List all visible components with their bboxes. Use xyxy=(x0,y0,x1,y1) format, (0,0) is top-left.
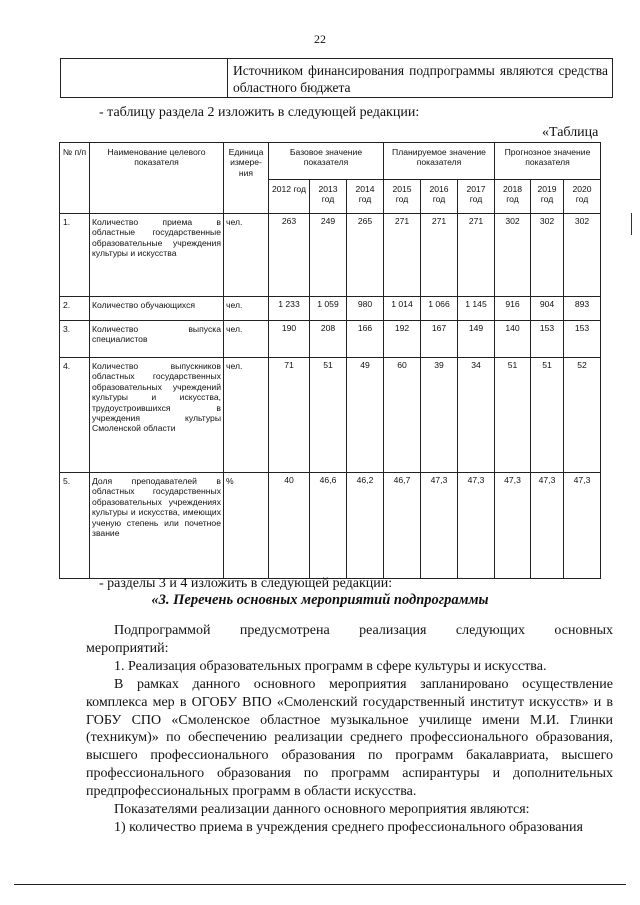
value-cell: 916 xyxy=(495,297,531,321)
value-cell: 51 xyxy=(310,358,347,473)
paragraph-3-first-line: В рамках данного основного мероприятия запланировано осуществление xyxy=(114,677,613,692)
value-cell: 47,3 xyxy=(421,473,458,579)
value-cell: 904 xyxy=(531,297,564,321)
value-cell: 39 xyxy=(421,358,458,473)
header-base-value: Базовое значение показателя xyxy=(269,143,384,180)
indicator-name: Доля преподавателей в областных государственных образовательных учреждениях культуры и искусства, имеющих ученую степень или почетное звание xyxy=(90,473,224,579)
indicator-name: Количество обучающихся xyxy=(90,297,224,321)
value-cell: 60 xyxy=(384,358,421,473)
margin-mark xyxy=(631,213,632,235)
value-cell: 271 xyxy=(384,214,421,297)
value-cell: 47,3 xyxy=(564,473,601,579)
value-cell: 302 xyxy=(564,214,601,297)
unit-cell: чел. xyxy=(224,358,269,473)
paragraph-1-rest: мероприятий: xyxy=(86,640,169,656)
value-cell: 302 xyxy=(495,214,531,297)
value-cell: 893 xyxy=(564,297,601,321)
paragraph-3-rest: комплекса мер в ОГОБУ ВПО «Смоленский государственный институт искусств» и в ГОБУ СПО «Смоленское областное музыкальное училище имени М.И. Глинки (техникум)» по обеспечению реализации среднего профессионального образования, высшего профессионального образования по программ бакалавриата, высшего профессионального образования по программ аспирантуры и дополнительных предпрофессиональных программ в области искусства. xyxy=(86,694,613,799)
paragraph-5-text: 1) количество приема в учреждения среднего профессионального образования xyxy=(114,820,583,835)
page-number: 22 xyxy=(314,32,326,46)
value-cell: 46,2 xyxy=(347,473,384,579)
header-year: 2012 год xyxy=(269,180,310,214)
table-row xyxy=(60,297,601,321)
header-indicator-name: Наименование целевого показателя xyxy=(90,143,224,214)
value-cell: 49 xyxy=(347,358,384,473)
table-body xyxy=(60,214,601,579)
table-row xyxy=(60,358,601,473)
header-number: № п/п xyxy=(60,143,90,214)
value-cell: 302 xyxy=(531,214,564,297)
table-row xyxy=(60,214,601,297)
header-year: 2013 год xyxy=(310,180,347,214)
value-cell: 140 xyxy=(495,321,531,358)
value-cell: 46,6 xyxy=(310,473,347,579)
row-number: 1. xyxy=(60,214,90,297)
funding-source-text: Источником финансирования подпрограммы являются средства областного бюджета xyxy=(233,63,608,95)
unit-cell: % xyxy=(224,473,269,579)
value-cell: 167 xyxy=(421,321,458,358)
paragraph-3 xyxy=(86,676,613,801)
row-number: 3. xyxy=(60,321,90,358)
value-cell: 47,3 xyxy=(495,473,531,579)
value-cell: 265 xyxy=(347,214,384,297)
value-cell: 1 014 xyxy=(384,297,421,321)
value-cell: 51 xyxy=(531,358,564,473)
indicator-name: Количество выпуска специалистов xyxy=(90,321,224,358)
row-number: 2. xyxy=(60,297,90,321)
value-cell: 263 xyxy=(269,214,310,297)
header-forecast-value: Прогнозное значение показателя xyxy=(495,143,601,180)
row-number: 4. xyxy=(60,358,90,473)
section-title: «3. Перечень основных мероприятий подпрограммы xyxy=(151,592,489,608)
indicator-table xyxy=(59,142,601,579)
indicator-name: Количество приема в областные государственные образовательные учреждения культуры и искусства xyxy=(90,214,224,297)
value-cell: 71 xyxy=(269,358,310,473)
value-cell: 34 xyxy=(458,358,495,473)
value-cell: 1 059 xyxy=(310,297,347,321)
value-cell: 208 xyxy=(310,321,347,358)
header-year: 2018 год xyxy=(495,180,531,214)
value-cell: 271 xyxy=(421,214,458,297)
table-caption: «Таблица xyxy=(542,125,599,140)
value-cell: 192 xyxy=(384,321,421,358)
value-cell: 190 xyxy=(269,321,310,358)
header-year: 2014 год xyxy=(347,180,384,214)
value-cell: 153 xyxy=(564,321,601,358)
value-cell: 1 233 xyxy=(269,297,310,321)
paragraph-2-text: 1. Реализация образовательных программ в сфере культуры и искусства. xyxy=(114,659,547,674)
value-cell: 166 xyxy=(347,321,384,358)
table-intro-line: - таблицу раздела 2 изложить в следующей редакции: xyxy=(99,105,420,120)
unit-cell: чел. xyxy=(224,321,269,358)
unit-cell: чел. xyxy=(224,297,269,321)
paragraph-2 xyxy=(86,658,613,676)
value-cell: 1 066 xyxy=(421,297,458,321)
header-unit: Единица измере-ния xyxy=(224,143,269,214)
paragraph-5 xyxy=(86,819,613,837)
value-cell: 47,3 xyxy=(458,473,495,579)
row-number: 5. xyxy=(60,473,90,579)
header-year: 2019 год xyxy=(531,180,564,214)
funding-box-divider xyxy=(227,59,228,97)
indicator-name: Количество выпускников областных государственных образовательных учреждений культуры и искусства, трудоустроившихся в учреждения культуры Смоленской области xyxy=(90,358,224,473)
unit-cell: чел. xyxy=(224,214,269,297)
table-row xyxy=(60,473,601,579)
sections-intro-line: - разделы 3 и 4 изложить в следующей редакции: xyxy=(99,576,393,591)
value-cell: 271 xyxy=(458,214,495,297)
value-cell: 153 xyxy=(531,321,564,358)
value-cell: 1 145 xyxy=(458,297,495,321)
value-cell: 52 xyxy=(564,358,601,473)
value-cell: 46,7 xyxy=(384,473,421,579)
paragraph-1-first-line: Подпрограммой предусмотрена реализация следующих основных xyxy=(114,623,613,638)
value-cell: 51 xyxy=(495,358,531,473)
funding-source-box xyxy=(60,58,613,98)
header-planned-value: Планируемое значение показателя xyxy=(384,143,495,180)
header-year: 2017 год xyxy=(458,180,495,214)
header-year: 2016 год xyxy=(421,180,458,214)
table-row xyxy=(60,321,601,358)
value-cell: 40 xyxy=(269,473,310,579)
value-cell: 980 xyxy=(347,297,384,321)
bottom-rule xyxy=(14,884,626,885)
paragraph-4 xyxy=(86,801,613,819)
value-cell: 149 xyxy=(458,321,495,358)
paragraph-1 xyxy=(86,622,613,658)
paragraph-4-text: Показателями реализации данного основного мероприятия являются: xyxy=(114,802,530,817)
header-year: 2020 год xyxy=(564,180,601,214)
value-cell: 249 xyxy=(310,214,347,297)
value-cell: 47,3 xyxy=(531,473,564,579)
header-year: 2015 год xyxy=(384,180,421,214)
